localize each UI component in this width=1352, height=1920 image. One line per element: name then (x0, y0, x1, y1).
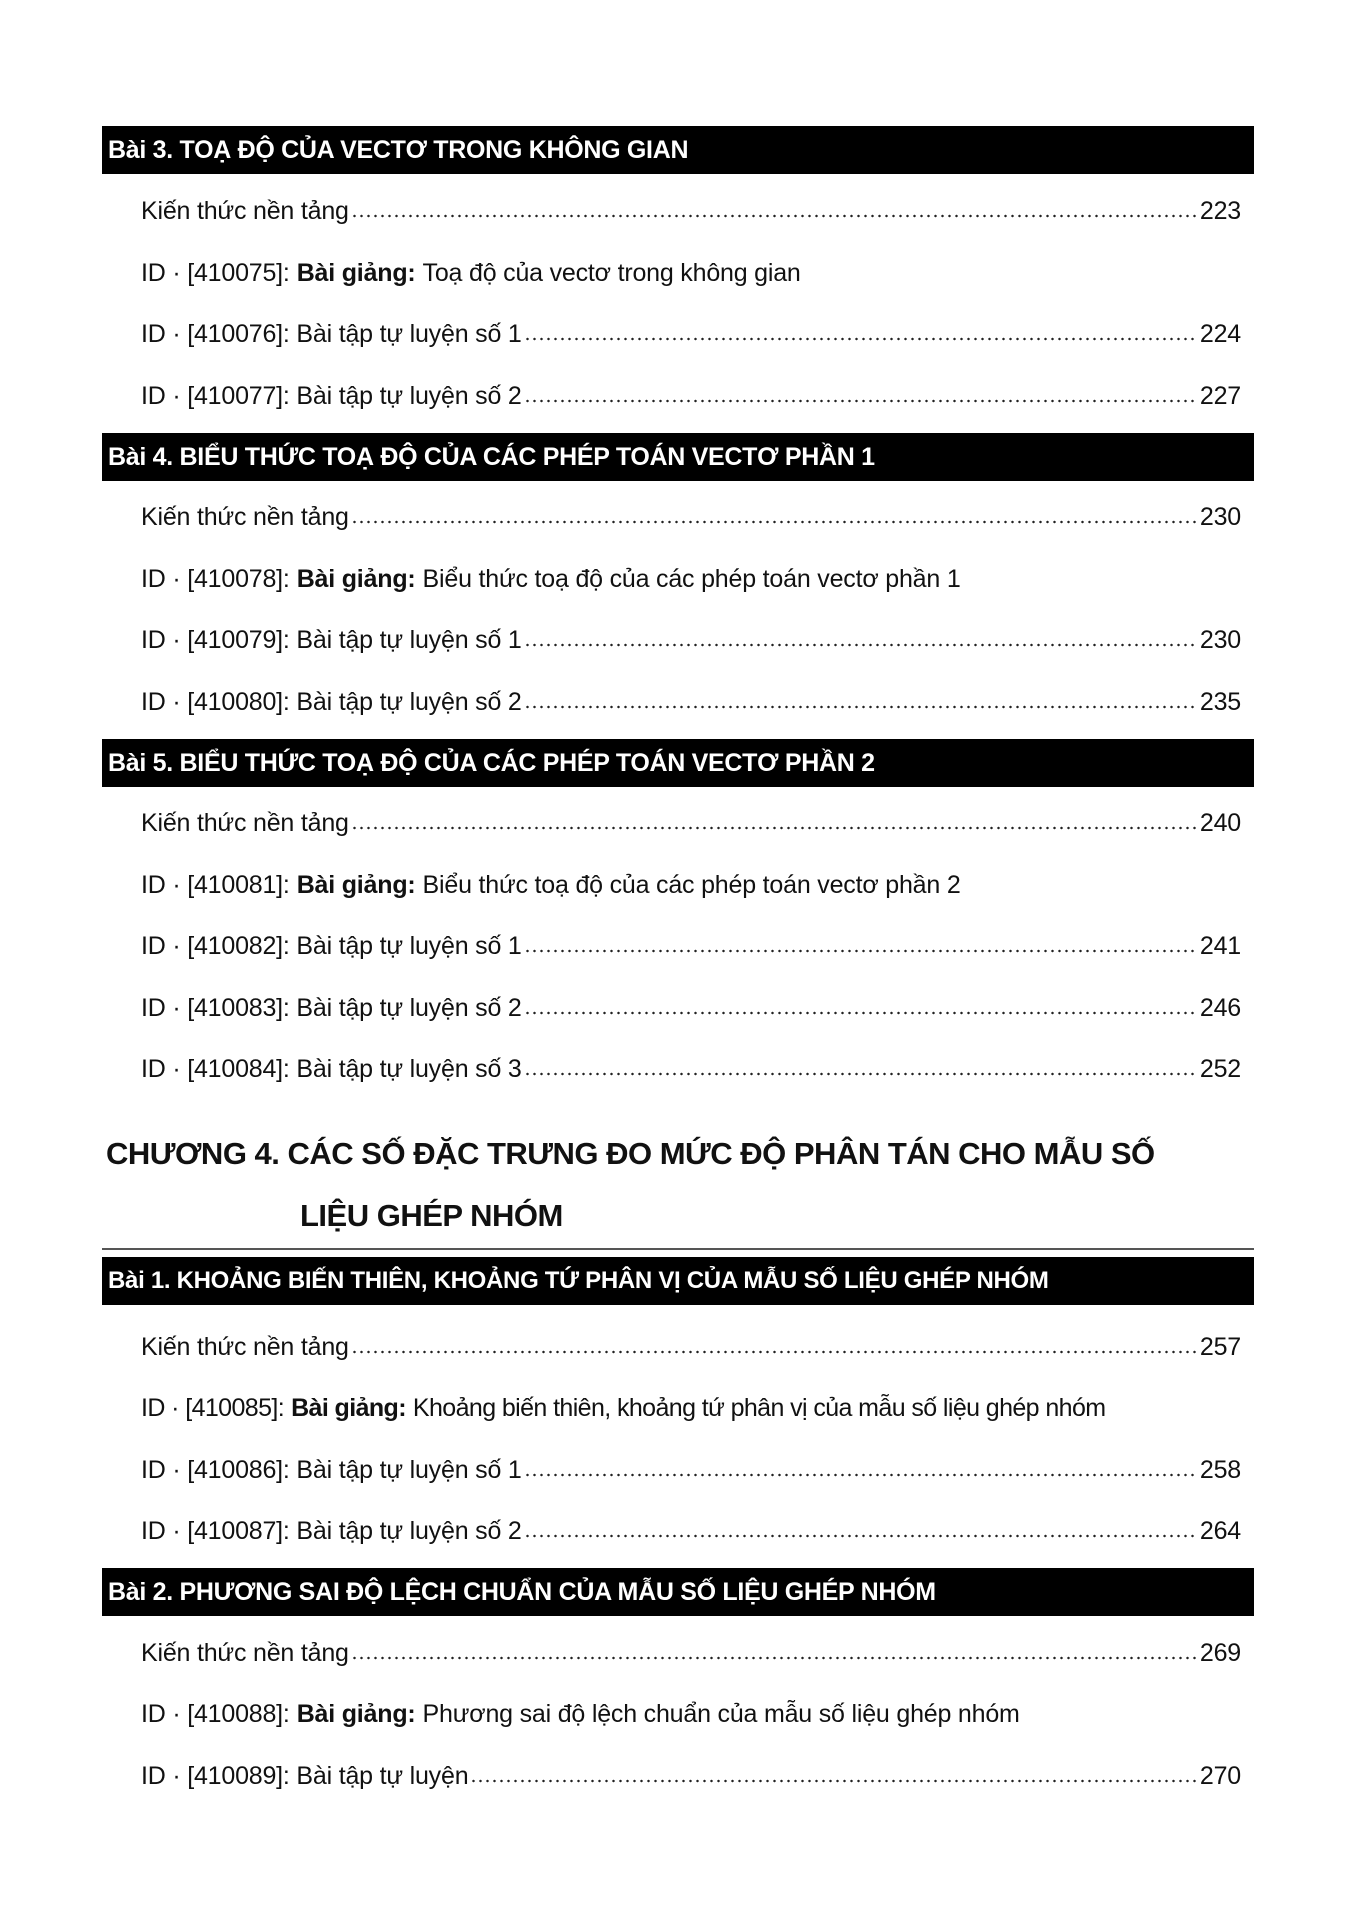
entry-label: Phương sai độ lệch chuẩn của mẫu số liệu ghép nhóm (422, 1700, 1020, 1728)
page-number: 223 (1199, 197, 1241, 225)
chapter-title-line1: CHƯƠNG 4. CÁC SỐ ĐẶC TRƯNG ĐO MỨC ĐỘ PHÂN TÁN CHO MẪU SỐ (106, 1136, 1155, 1171)
entry-label: Biểu thức toạ độ của các phép toán vectơ phần 2 (422, 871, 961, 899)
toc-entry[interactable] (141, 194, 1241, 228)
dot-leader (524, 704, 1198, 710)
section-header: Bài 5. BIỂU THỨC TOẠ ĐỘ CỦA CÁC PHÉP TOÁN VECTƠ PHẦN 2 (102, 739, 1254, 787)
entry-kind: Bài giảng: (296, 871, 416, 899)
toc-entry[interactable] (141, 562, 1241, 596)
toc-entry[interactable] (141, 623, 1241, 657)
chapter-divider (102, 1248, 1254, 1250)
entry-label: Kiến thức nền tảng (141, 1333, 349, 1361)
entry-id: ID · [410081]: (141, 871, 290, 899)
dot-leader (524, 948, 1198, 954)
toc-entry[interactable] (141, 991, 1241, 1025)
entry-label: ID · [410084]: Bài tập tự luyện số 3 (141, 1055, 522, 1083)
dot-leader (524, 336, 1198, 342)
entry-label: ID · [410083]: Bài tập tự luyện số 2 (141, 994, 522, 1022)
entry-id: ID · [410088]: (141, 1700, 290, 1728)
toc-entry[interactable] (141, 1697, 1241, 1731)
page-number: 240 (1199, 809, 1241, 837)
entry-kind: Bài giảng: (296, 1700, 416, 1728)
page-number: 227 (1199, 382, 1241, 410)
toc-entry[interactable] (141, 379, 1241, 413)
toc-entry[interactable] (141, 1636, 1241, 1670)
entry-kind: Bài giảng: (296, 259, 416, 287)
dot-leader (351, 825, 1198, 831)
dot-leader (351, 1349, 1198, 1355)
section-header: Bài 2. PHƯƠNG SAI ĐỘ LỆCH CHUẨN CỦA MẪU SỐ LIỆU GHÉP NHÓM (102, 1568, 1254, 1616)
entry-label: Kiến thức nền tảng (141, 809, 349, 837)
page-number: 252 (1199, 1055, 1241, 1083)
page-number: 257 (1199, 1333, 1241, 1361)
dot-leader (351, 519, 1198, 525)
page-number: 224 (1199, 320, 1241, 348)
entry-label: ID · [410077]: Bài tập tự luyện số 2 (141, 382, 522, 410)
toc-entry[interactable] (141, 806, 1241, 840)
dot-leader (470, 1778, 1197, 1784)
section-header: Bài 1. KHOẢNG BIẾN THIÊN, KHOẢNG TỨ PHÂN VỊ CỦA MẪU SỐ LIỆU GHÉP NHÓM (102, 1257, 1254, 1305)
page-number: 264 (1199, 1517, 1241, 1545)
toc-entry[interactable] (141, 1391, 1241, 1425)
entry-label: Biểu thức toạ độ của các phép toán vectơ phần 1 (422, 565, 961, 593)
entry-label: ID · [410079]: Bài tập tự luyện số 1 (141, 626, 522, 654)
entry-id: ID · [410075]: (141, 259, 290, 287)
page-number: 241 (1199, 932, 1241, 960)
page-number: 269 (1199, 1639, 1241, 1667)
toc-entry[interactable] (141, 1330, 1241, 1364)
section-header: Bài 4. BIỂU THỨC TOẠ ĐỘ CỦA CÁC PHÉP TOÁN VECTƠ PHẦN 1 (102, 433, 1254, 481)
dot-leader (524, 1071, 1198, 1077)
entry-id: ID · [410085]: (141, 1394, 285, 1422)
page-number: 246 (1199, 994, 1241, 1022)
toc-entry[interactable] (141, 500, 1241, 534)
toc-entry[interactable] (141, 256, 1241, 290)
page-number: 230 (1199, 626, 1241, 654)
page-number: 270 (1199, 1762, 1241, 1790)
entry-label: ID · [410082]: Bài tập tự luyện số 1 (141, 932, 522, 960)
dot-leader (524, 1010, 1198, 1016)
page-number: 258 (1199, 1456, 1241, 1484)
entry-label: ID · [410087]: Bài tập tự luyện số 2 (141, 1517, 522, 1545)
entry-label: Kiến thức nền tảng (141, 503, 349, 531)
dot-leader (524, 1472, 1198, 1478)
page-number: 230 (1199, 503, 1241, 531)
chapter-title-line2: LIỆU GHÉP NHÓM (300, 1198, 563, 1233)
dot-leader (351, 213, 1198, 219)
entry-label: Kiến thức nền tảng (141, 197, 349, 225)
entry-label: ID · [410080]: Bài tập tự luyện số 2 (141, 688, 522, 716)
entry-label: Kiến thức nền tảng (141, 1639, 349, 1667)
entry-label: Toạ độ của vectơ trong không gian (422, 259, 801, 287)
entry-label: ID · [410089]: Bài tập tự luyện (141, 1762, 469, 1790)
toc-entry[interactable] (141, 317, 1241, 351)
dot-leader (351, 1655, 1198, 1661)
entry-kind: Bài giảng: (296, 565, 416, 593)
toc-entry[interactable] (141, 1052, 1241, 1086)
toc-entry[interactable] (141, 1453, 1241, 1487)
entry-id: ID · [410078]: (141, 565, 290, 593)
section-header: Bài 3. TOẠ ĐỘ CỦA VECTƠ TRONG KHÔNG GIAN (102, 126, 1254, 174)
entry-label: ID · [410086]: Bài tập tự luyện số 1 (141, 1456, 522, 1484)
dot-leader (524, 642, 1198, 648)
entry-kind: Bài giảng: (291, 1394, 406, 1422)
toc-entry[interactable] (141, 868, 1241, 902)
toc-entry[interactable] (141, 1514, 1241, 1548)
entry-label: ID · [410076]: Bài tập tự luyện số 1 (141, 320, 522, 348)
entry-label: Khoảng biến thiên, khoảng tứ phân vị của mẫu số liệu ghép nhóm (412, 1394, 1106, 1422)
toc-entry[interactable] (141, 1759, 1241, 1793)
toc-entry[interactable] (141, 685, 1241, 719)
dot-leader (524, 398, 1198, 404)
page-number: 235 (1199, 688, 1241, 716)
dot-leader (524, 1533, 1198, 1539)
toc-entry[interactable] (141, 929, 1241, 963)
